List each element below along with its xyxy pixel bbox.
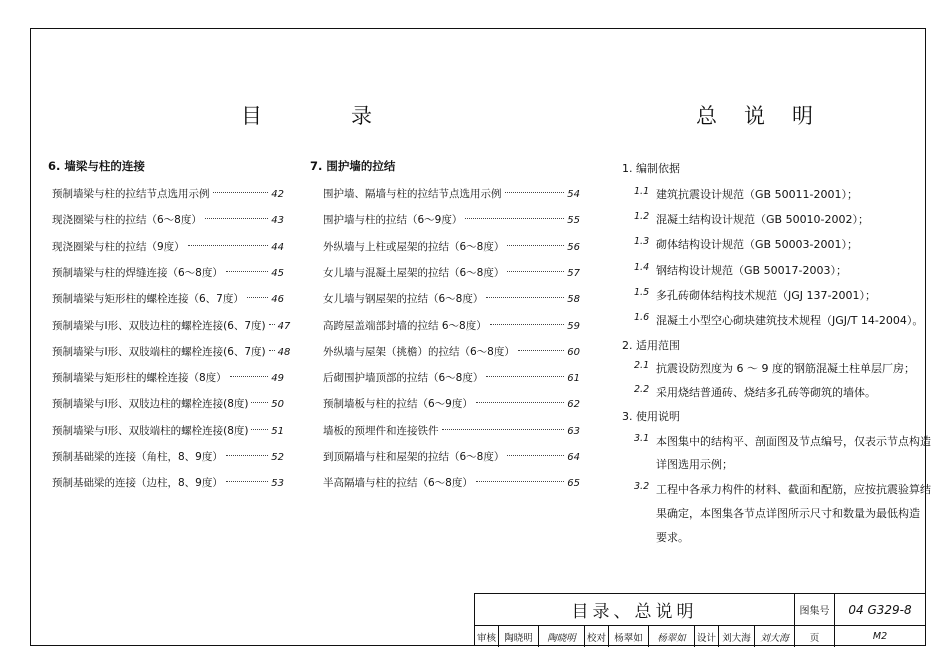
reviewer-signature: 陶晓明 xyxy=(539,626,585,647)
general-heading-char-1: 总 xyxy=(696,104,717,128)
toc-entry xyxy=(52,291,284,307)
atlas-number-label: 图集号 xyxy=(795,594,835,626)
toc-entry-label: 预制基础梁的连接（角柱，8、9度） xyxy=(52,451,223,463)
toc-leader-dots xyxy=(505,192,565,193)
toc-leader-dots xyxy=(269,324,275,325)
checker-signature: 杨翠如 xyxy=(649,626,695,647)
toc-entry-label: 预制基础梁的连接（边柱，8、9度） xyxy=(52,477,223,490)
toc-leader-dots xyxy=(226,481,268,482)
toc-entry-label: 外纵墙与上柱或屋架的拉结（6～8度） xyxy=(323,240,505,253)
toc-leader-dots xyxy=(486,376,564,377)
toc-entry xyxy=(52,239,284,255)
notes-item xyxy=(634,384,876,400)
notes-item-text: 抗震设防烈度为 6 ～ 9 度的钢筋混凝土柱单层厂房； xyxy=(656,362,915,375)
toc-leader-dots xyxy=(226,455,268,456)
notes-heading-2: 2. 适用范围 xyxy=(622,339,680,352)
design-label: 设计 xyxy=(695,626,719,647)
notes-item-3-1-continued: 详图选用示例； xyxy=(656,458,733,471)
designer-name: 刘大海 xyxy=(719,626,755,647)
toc-entry xyxy=(52,186,284,202)
toc-entry-page: 63 xyxy=(567,425,580,437)
general-heading-char-2: 说 xyxy=(744,104,765,128)
toc-entry xyxy=(52,344,291,360)
toc-entry xyxy=(52,265,284,281)
general-heading-char-3: 明 xyxy=(792,104,813,128)
toc-entry xyxy=(323,475,580,491)
toc-entry xyxy=(52,449,284,465)
toc-leader-dots xyxy=(188,245,269,246)
toc-entry xyxy=(323,212,580,228)
check-label: 校对 xyxy=(585,626,609,647)
section-7-title: 7. 围护墙的拉结 xyxy=(310,159,396,173)
checker-name: 杨翠如 xyxy=(609,626,649,647)
toc-entry-page: 51 xyxy=(271,425,284,437)
toc-entry-page: 43 xyxy=(271,215,284,227)
toc-leader-dots xyxy=(251,402,268,403)
notes-item-text: 本图集中的结构平、剖面图及节点编号，仅表示节点构造 xyxy=(656,435,931,448)
notes-item xyxy=(634,211,869,227)
notes-item-number: 1.2 xyxy=(634,211,650,223)
notes-item-number: 1.6 xyxy=(634,312,650,323)
notes-heading-1: 1. 编制依据 xyxy=(622,162,680,175)
notes-item-number: 1.3 xyxy=(634,236,650,248)
toc-leader-dots xyxy=(476,402,564,403)
toc-leader-dots xyxy=(269,350,275,351)
toc-leader-dots xyxy=(205,218,268,219)
notes-item xyxy=(634,287,876,303)
toc-entry-label: 外纵墙与屋架（挑檐）的拉结（6～8度） xyxy=(323,345,515,358)
notes-item-3-2-continued-1: 果确定，本图集各节点详图所示尺寸和数量为最低构造 xyxy=(656,507,920,520)
toc-entry-page: 52 xyxy=(271,452,284,463)
toc-entry-label: 预制墙梁与I形、双肢边柱的螺栓连接(6、7度) xyxy=(52,319,266,332)
notes-item-text: 钢结构设计规范（GB 50017-2003）； xyxy=(656,263,848,277)
notes-item-number: 3.1 xyxy=(634,433,650,444)
notes-heading-3: 3. 使用说明 xyxy=(622,410,680,423)
toc-entry-label: 预制墙梁与I形、双肢端柱的螺栓连接(6、7度) xyxy=(52,345,266,358)
notes-item-text: 建筑抗震设计规范（GB 50011-2001）； xyxy=(656,188,859,201)
notes-item-3-2-continued-2: 要求。 xyxy=(656,531,689,544)
toc-entry-page: 54 xyxy=(567,189,580,200)
notes-item-3-1 xyxy=(634,433,931,449)
notes-item-text: 多孔砖砌体结构技术规范（JGJ 137-2001）； xyxy=(656,288,876,302)
notes-item-text: 工程中各承力构件的材料、截面和配筋，应按抗震验算结 xyxy=(656,483,931,496)
toc-leader-dots xyxy=(442,429,565,430)
page-number: M2 xyxy=(872,631,888,642)
toc-entry-label: 后砌围护墙顶部的拉结（6～8度） xyxy=(323,372,484,385)
toc-leader-dots xyxy=(518,350,564,351)
toc-entry-page: 62 xyxy=(567,399,580,411)
toc-entry-page: 58 xyxy=(567,294,580,306)
toc-entry-page: 59 xyxy=(567,320,580,332)
notes-item-text: 混凝土小型空心砌块建筑技术规程（JGJ/T 14-2004）。 xyxy=(656,314,924,327)
toc-entry-label: 预制墙梁与柱的焊缝连接（6～8度） xyxy=(52,266,223,279)
notes-item-number: 2.1 xyxy=(634,360,650,371)
reviewer-name: 陶晓明 xyxy=(499,626,539,647)
notes-item-number: 1.1 xyxy=(634,186,650,197)
toc-entry-label: 到顶隔墙与柱和屋架的拉结（6～8度） xyxy=(323,451,505,463)
toc-entry-label: 现浇圈梁与柱的拉结（9度） xyxy=(52,240,185,253)
toc-entry-page: 45 xyxy=(271,267,284,279)
toc-leader-dots xyxy=(226,271,268,272)
toc-entry-page: 57 xyxy=(567,267,580,279)
notes-item-text: 混凝土结构设计规范（GB 50010-2002）； xyxy=(656,213,870,227)
toc-entry-label: 现浇圈梁与柱的拉结（6～8度） xyxy=(52,214,202,227)
toc-entry-label: 预制墙梁与矩形柱的螺栓连接（6、7度） xyxy=(52,293,244,306)
toc-entry-page: 56 xyxy=(567,241,580,253)
toc-entry xyxy=(323,265,580,281)
toc-entry xyxy=(52,212,284,228)
toc-entry xyxy=(323,344,580,360)
toc-leader-dots xyxy=(476,481,564,482)
notes-item-number: 2.2 xyxy=(634,384,650,395)
toc-entry-label: 围护墙与柱的拉结（6～9度） xyxy=(323,214,463,227)
notes-item-number: 1.5 xyxy=(634,286,650,298)
contents-heading-char-2: 录 xyxy=(351,104,372,128)
toc-entry-page: 49 xyxy=(271,373,284,385)
toc-leader-dots xyxy=(465,218,564,219)
contents-heading-char-1: 目 xyxy=(241,104,262,128)
toc-entry-page: 65 xyxy=(567,478,580,490)
toc-leader-dots xyxy=(230,376,269,377)
toc-entry-label: 墙板的预埋件和连接铁件 xyxy=(323,424,439,437)
toc-entry xyxy=(52,423,284,439)
toc-entry xyxy=(323,370,580,386)
toc-entry-page: 46 xyxy=(271,294,284,306)
toc-entry xyxy=(323,291,580,307)
toc-entry-label: 半高隔墙与柱的拉结（6～8度） xyxy=(323,477,473,490)
toc-entry-label: 预制墙梁与柱的拉结节点选用示例 xyxy=(52,188,210,200)
toc-entry-page: 47 xyxy=(277,320,291,332)
notes-item-3-2 xyxy=(634,481,931,497)
signature-row xyxy=(475,626,925,647)
toc-leader-dots xyxy=(507,455,564,456)
toc-entry-page: 48 xyxy=(277,346,291,358)
notes-item xyxy=(634,312,923,328)
toc-leader-dots xyxy=(507,271,564,272)
toc-leader-dots xyxy=(247,297,268,298)
toc-entry xyxy=(323,396,580,412)
toc-entry xyxy=(52,396,284,412)
toc-entry-label: 预制墙梁与I形、双肢边柱的螺栓连接(8度) xyxy=(52,398,249,411)
toc-entry xyxy=(52,370,284,386)
toc-entry xyxy=(323,186,580,202)
notes-item-number: 1.4 xyxy=(634,261,650,273)
notes-item xyxy=(634,360,915,376)
toc-entry xyxy=(323,423,580,439)
toc-entry-page: 42 xyxy=(271,189,284,200)
designer-signature: 刘大海 xyxy=(755,626,795,647)
title-block-title: 目录、总说明 xyxy=(475,594,795,626)
toc-entry-page: 61 xyxy=(567,373,580,385)
toc-entry-page: 60 xyxy=(567,346,580,358)
toc-entry-page: 53 xyxy=(271,478,284,490)
notes-item xyxy=(634,186,858,202)
toc-entry xyxy=(52,475,284,491)
toc-entry xyxy=(323,449,580,465)
toc-entry-label: 女儿墙与混凝土屋架的拉结（6～8度） xyxy=(323,266,505,279)
toc-entry-label: 高跨屋盖端部封墙的拉结 6～8度） xyxy=(323,319,487,332)
review-label: 审核 xyxy=(475,626,499,647)
toc-leader-dots xyxy=(507,245,564,246)
toc-entry-page: 55 xyxy=(567,215,580,227)
toc-leader-dots xyxy=(486,297,564,298)
toc-entry xyxy=(323,239,580,255)
toc-leader-dots xyxy=(490,324,565,325)
toc-entry-label: 预制墙梁与I形、双肢端柱的螺栓连接(8度) xyxy=(52,424,249,437)
section-6-title: 6. 墙梁与柱的连接 xyxy=(48,159,145,173)
notes-item xyxy=(634,262,847,278)
toc-entry xyxy=(323,318,580,334)
toc-leader-dots xyxy=(251,429,268,430)
toc-entry-label: 预制墙梁与矩形柱的螺栓连接（8度） xyxy=(52,372,227,385)
toc-leader-dots xyxy=(213,192,269,193)
toc-entry-page: 44 xyxy=(271,241,284,253)
toc-entry-label: 围护墙、隔墙与柱的拉结节点选用示例 xyxy=(323,188,502,200)
page-label: 页 xyxy=(795,626,835,647)
toc-entry-label: 女儿墙与钢屋架的拉结（6～8度） xyxy=(323,293,484,306)
title-block xyxy=(474,593,926,646)
toc-entry-page: 50 xyxy=(271,399,284,411)
notes-item-number: 3.2 xyxy=(634,481,650,492)
toc-entry xyxy=(52,318,291,334)
notes-item-text: 采用烧结普通砖、烧结多孔砖等砌筑的墙体。 xyxy=(656,386,876,399)
toc-entry-page: 64 xyxy=(567,452,580,463)
notes-item xyxy=(634,236,858,252)
notes-item-text: 砌体结构设计规范（GB 50003-2001）； xyxy=(656,238,859,252)
atlas-number: 04 G329-8 xyxy=(835,594,925,626)
toc-entry-label: 预制墙板与柱的拉结（6～9度） xyxy=(323,398,473,411)
